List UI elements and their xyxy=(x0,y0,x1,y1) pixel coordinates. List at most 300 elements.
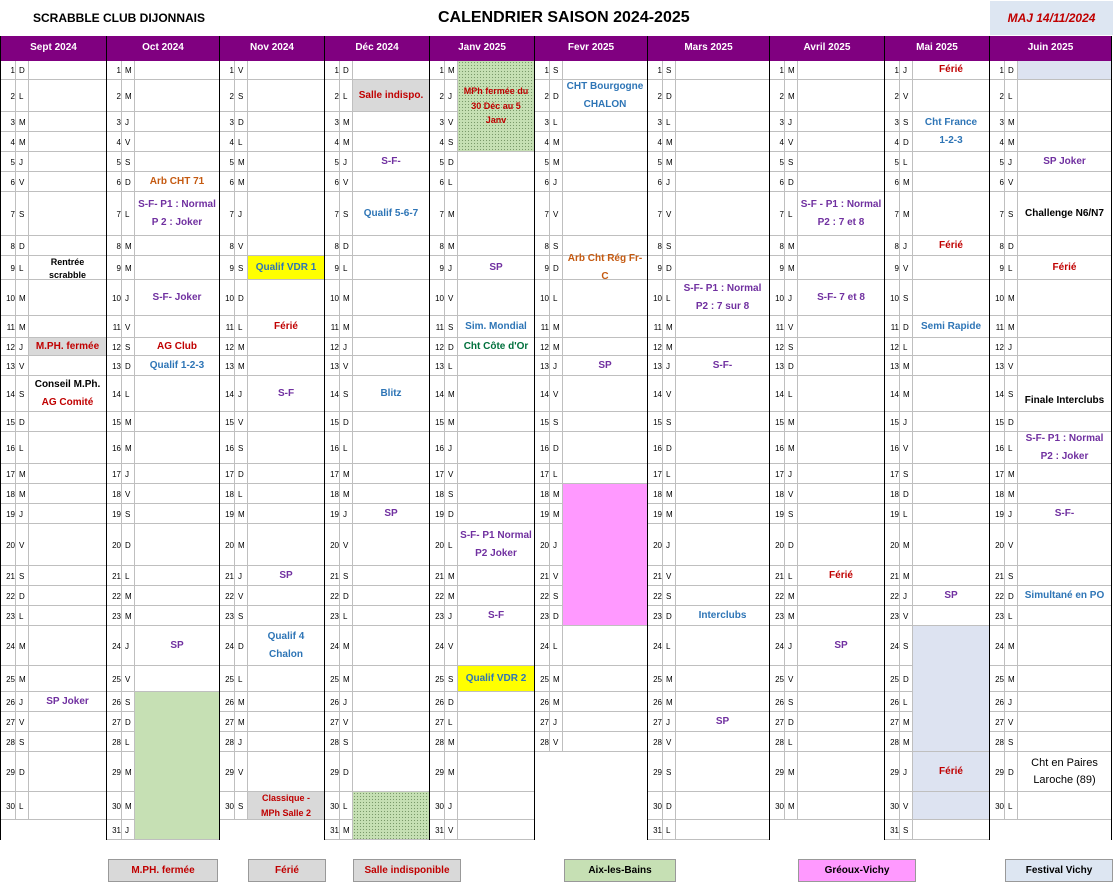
day-cell xyxy=(648,732,770,752)
weekday-letter: S xyxy=(448,489,454,499)
day-cell xyxy=(648,504,770,524)
calendar-event xyxy=(353,792,429,839)
legend-item: Festival Vichy xyxy=(1005,859,1113,882)
weekday-letter: J xyxy=(666,717,670,727)
weekday-letter: M xyxy=(448,66,455,75)
day-number: 12 xyxy=(435,342,444,352)
day-cell xyxy=(885,820,990,840)
weekday-letter: L xyxy=(238,137,243,147)
weekday-letter: J xyxy=(448,611,452,621)
weekday-letter: V xyxy=(448,117,454,127)
day-cell xyxy=(770,376,885,412)
day-number: 29 xyxy=(330,767,339,777)
day-cell xyxy=(770,316,885,338)
day-cell xyxy=(1,280,107,316)
day-cell xyxy=(535,666,648,692)
day-number: 19 xyxy=(540,509,549,519)
weekday-letter: J xyxy=(448,91,452,101)
weekday-letter: S xyxy=(903,641,909,651)
day-cell xyxy=(325,256,430,280)
day-number: 2 xyxy=(999,91,1004,101)
weekday-letter: M xyxy=(19,489,26,499)
calendar-event xyxy=(458,61,534,151)
day-cell xyxy=(648,412,770,432)
day-cell xyxy=(990,132,1112,152)
weekday-letter: J xyxy=(1008,157,1012,167)
day-number: 20 xyxy=(890,540,899,550)
day-number: 5 xyxy=(999,157,1004,167)
day-number: 17 xyxy=(653,469,662,479)
weekday-letter: L xyxy=(788,571,793,581)
day-number: 17 xyxy=(330,469,339,479)
weekday-letter: J xyxy=(343,697,347,707)
weekday-letter: V xyxy=(125,489,131,499)
calendar-event xyxy=(135,280,219,315)
weekday-letter: V xyxy=(448,825,454,835)
cell-divider xyxy=(457,61,458,840)
day-cell xyxy=(770,172,885,192)
weekday-letter: J xyxy=(666,540,670,550)
day-cell xyxy=(1,316,107,338)
calendar-event xyxy=(913,316,989,337)
weekday-letter: M xyxy=(788,91,795,101)
day-number: 22 xyxy=(435,591,444,601)
day-cell xyxy=(1,524,107,566)
weekday-letter: V xyxy=(1008,177,1014,187)
day-number: 10 xyxy=(225,293,234,303)
weekday-letter: D xyxy=(19,767,25,777)
calendar-event xyxy=(135,356,219,375)
event-label: S-F xyxy=(487,609,505,621)
weekday-letter: L xyxy=(553,641,558,651)
weekday-letter: D xyxy=(343,66,349,75)
day-cell xyxy=(1,132,107,152)
day-cell xyxy=(535,316,648,338)
day-cell xyxy=(1,792,107,820)
event-label: Férié xyxy=(1052,261,1077,273)
cell-divider xyxy=(247,61,248,820)
day-number: 28 xyxy=(995,737,1004,747)
day-cell xyxy=(107,61,220,80)
day-number: 29 xyxy=(225,767,234,777)
day-cell xyxy=(990,356,1112,376)
weekday-letter: S xyxy=(238,263,244,273)
weekday-letter: V xyxy=(125,674,131,684)
month-divider xyxy=(769,36,770,840)
weekday-letter: S xyxy=(788,342,794,352)
weekday-letter: L xyxy=(19,611,24,621)
day-cell xyxy=(770,586,885,606)
day-cell xyxy=(770,61,885,80)
weekday-letter: M xyxy=(19,674,26,684)
day-cell xyxy=(220,192,325,236)
calendar-event xyxy=(135,626,219,665)
weekday-letter: M xyxy=(666,489,673,499)
month-divider xyxy=(884,36,885,840)
calendar-event xyxy=(248,256,324,279)
weekday-letter: S xyxy=(343,571,349,581)
day-number: 29 xyxy=(112,767,121,777)
day-number: 10 xyxy=(112,293,121,303)
day-number: 9 xyxy=(10,263,15,273)
day-number: 7 xyxy=(334,209,339,219)
weekday-letter: V xyxy=(903,443,909,453)
day-number: 30 xyxy=(330,801,339,811)
day-number: 27 xyxy=(540,717,549,727)
weekday-letter: M xyxy=(343,825,350,835)
day-cell xyxy=(885,152,990,172)
day-number: 8 xyxy=(894,241,899,251)
cell-divider xyxy=(121,61,122,840)
day-number: 27 xyxy=(225,717,234,727)
month-header: Juin 2025 xyxy=(990,36,1112,61)
legend-item: Aix-les-Bains xyxy=(564,859,676,882)
weekday-letter: V xyxy=(553,571,559,581)
calendar-event xyxy=(29,256,106,279)
event-label: Qualif VDR 2 xyxy=(465,672,527,684)
day-number: 18 xyxy=(435,489,444,499)
day-cell xyxy=(220,280,325,316)
day-number: 19 xyxy=(225,509,234,519)
weekday-letter: M xyxy=(788,767,795,777)
event-label: Qualif 1-2-3 xyxy=(149,359,205,371)
day-cell xyxy=(770,112,885,132)
weekday-letter: L xyxy=(448,177,453,187)
day-cell xyxy=(1,236,107,256)
day-number: 7 xyxy=(116,209,121,219)
day-number: 25 xyxy=(112,674,121,684)
day-number: 27 xyxy=(330,717,339,727)
day-number: 31 xyxy=(890,825,899,835)
weekday-letter: M xyxy=(125,263,132,273)
weekday-letter: M xyxy=(343,117,350,127)
day-number: 30 xyxy=(775,801,784,811)
weekday-letter: M xyxy=(343,489,350,499)
day-number: 23 xyxy=(995,611,1004,621)
day-number: 12 xyxy=(225,342,234,352)
day-number: 6 xyxy=(657,177,662,187)
event-label: Semi Rapide xyxy=(920,320,982,332)
event-label: Salle indispo. xyxy=(358,89,424,101)
day-cell xyxy=(107,376,220,412)
day-number: 2 xyxy=(334,91,339,101)
day-cell xyxy=(220,732,325,752)
day-number: 15 xyxy=(6,417,15,427)
month-divider xyxy=(0,36,1,840)
weekday-letter: J xyxy=(448,801,452,811)
weekday-letter: M xyxy=(448,241,455,251)
day-cell xyxy=(1,626,107,666)
day-cell xyxy=(1,484,107,504)
weekday-letter: L xyxy=(1008,801,1013,811)
weekday-letter: M xyxy=(666,509,673,519)
day-cell xyxy=(325,484,430,504)
calendar-event xyxy=(248,316,324,337)
day-cell xyxy=(1,732,107,752)
event-label: S-F- P1 Normal P2 Joker xyxy=(460,530,532,559)
day-number: 25 xyxy=(653,674,662,684)
day-number: 9 xyxy=(999,263,1004,273)
weekday-letter: D xyxy=(238,469,244,479)
day-number: 2 xyxy=(779,91,784,101)
weekday-letter: L xyxy=(238,674,243,684)
day-number: 23 xyxy=(653,611,662,621)
day-cell xyxy=(325,666,430,692)
cell-divider xyxy=(784,61,785,820)
weekday-letter: D xyxy=(1008,241,1014,251)
day-number: 18 xyxy=(112,489,121,499)
day-number: 3 xyxy=(894,117,899,127)
calendar-event xyxy=(29,338,106,355)
day-number: 10 xyxy=(995,293,1004,303)
weekday-letter: M xyxy=(343,322,350,332)
day-number: 7 xyxy=(894,209,899,219)
weekday-letter: M xyxy=(903,737,910,747)
day-cell xyxy=(990,606,1112,626)
day-number: 9 xyxy=(894,263,899,273)
day-cell xyxy=(1,192,107,236)
update-date: MAJ 14/11/2024 xyxy=(990,1,1113,35)
day-cell xyxy=(770,792,885,820)
event-label: Cht Côte d'Or xyxy=(463,340,529,352)
weekday-letter: J xyxy=(903,66,907,75)
day-number: 29 xyxy=(435,767,444,777)
day-number: 9 xyxy=(229,263,234,273)
day-cell xyxy=(648,432,770,464)
calendar-event xyxy=(353,80,429,111)
day-number: 9 xyxy=(439,263,444,273)
event-label: Arb Cht Rég Fr-C xyxy=(567,253,643,282)
day-number: 10 xyxy=(890,293,899,303)
weekday-letter: V xyxy=(1008,540,1014,550)
day-cell xyxy=(648,464,770,484)
day-number: 22 xyxy=(890,591,899,601)
weekday-letter: M xyxy=(238,509,245,519)
day-number: 2 xyxy=(116,91,121,101)
day-cell xyxy=(325,732,430,752)
month-divider xyxy=(534,36,535,840)
month-divider xyxy=(647,36,648,840)
weekday-letter: M xyxy=(553,674,560,684)
weekday-letter: V xyxy=(553,209,559,219)
weekday-letter: S xyxy=(125,157,131,167)
weekday-letter: S xyxy=(788,509,794,519)
day-number: 18 xyxy=(330,489,339,499)
day-number: 29 xyxy=(775,767,784,777)
day-number: 11 xyxy=(890,322,899,332)
weekday-letter: D xyxy=(666,443,672,453)
weekday-letter: J xyxy=(125,293,129,303)
weekday-letter: D xyxy=(788,177,794,187)
day-number: 19 xyxy=(435,509,444,519)
weekday-letter: J xyxy=(125,469,129,479)
weekday-letter: M xyxy=(238,342,245,352)
month-header: Déc 2024 xyxy=(325,36,430,61)
weekday-letter: V xyxy=(448,293,454,303)
day-number: 11 xyxy=(995,322,1004,332)
weekday-letter: L xyxy=(666,825,671,835)
day-number: 4 xyxy=(439,137,444,147)
day-cell xyxy=(885,484,990,504)
month-header: Nov 2024 xyxy=(220,36,325,61)
day-number: 24 xyxy=(540,641,549,651)
day-cell xyxy=(885,412,990,432)
day-number: 5 xyxy=(229,157,234,167)
weekday-letter: D xyxy=(666,611,672,621)
day-number: 15 xyxy=(330,417,339,427)
weekday-letter: D xyxy=(1008,66,1014,75)
day-number: 11 xyxy=(330,322,339,332)
day-number: 14 xyxy=(995,389,1004,399)
day-number: 20 xyxy=(653,540,662,550)
day-number: 8 xyxy=(334,241,339,251)
day-cell xyxy=(107,432,220,464)
calendar-event xyxy=(563,356,647,375)
weekday-letter: J xyxy=(19,157,23,167)
weekday-letter: D xyxy=(343,417,349,427)
day-number: 19 xyxy=(112,509,121,519)
day-number: 27 xyxy=(6,717,15,727)
day-number: 26 xyxy=(540,697,549,707)
weekday-letter: M xyxy=(553,322,560,332)
day-cell xyxy=(648,484,770,504)
day-cell xyxy=(535,338,648,356)
weekday-letter: M xyxy=(19,137,26,147)
day-cell xyxy=(107,484,220,504)
weekday-letter: S xyxy=(238,611,244,621)
day-cell xyxy=(107,464,220,484)
day-cell xyxy=(430,692,535,712)
day-cell xyxy=(220,112,325,132)
day-number: 21 xyxy=(435,571,444,581)
day-number: 14 xyxy=(540,389,549,399)
cell-divider xyxy=(562,61,563,752)
page-title: CALENDRIER SAISON 2024-2025 xyxy=(438,9,690,26)
weekday-letter: S xyxy=(343,389,349,399)
weekday-letter: S xyxy=(903,469,909,479)
day-cell xyxy=(770,464,885,484)
day-cell xyxy=(325,464,430,484)
day-number: 21 xyxy=(225,571,234,581)
calendar-event xyxy=(1018,376,1111,411)
day-cell xyxy=(770,732,885,752)
event-label: AG Club xyxy=(157,340,197,352)
legend-item: Salle indisponible xyxy=(353,859,461,882)
day-cell xyxy=(430,484,535,504)
weekday-letter: M xyxy=(788,611,795,621)
weekday-letter: J xyxy=(125,641,129,651)
weekday-letter: S xyxy=(666,66,672,75)
weekday-letter: M xyxy=(903,209,910,219)
weekday-letter: M xyxy=(448,417,455,427)
weekday-letter: M xyxy=(903,361,910,371)
day-cell xyxy=(107,256,220,280)
day-number: 26 xyxy=(6,697,15,707)
day-number: 7 xyxy=(544,209,549,219)
weekday-letter: M xyxy=(903,389,910,399)
day-number: 7 xyxy=(229,209,234,219)
day-number: 21 xyxy=(995,571,1004,581)
weekday-letter: J xyxy=(238,571,242,581)
day-number: 9 xyxy=(116,263,121,273)
weekday-letter: V xyxy=(788,322,794,332)
weekday-letter: M xyxy=(238,361,245,371)
day-cell xyxy=(220,132,325,152)
day-cell xyxy=(220,80,325,112)
day-cell xyxy=(535,464,648,484)
day-number: 4 xyxy=(894,137,899,147)
day-cell xyxy=(325,338,430,356)
event-label: SP xyxy=(715,715,730,727)
day-number: 30 xyxy=(995,801,1004,811)
weekday-letter: J xyxy=(19,697,23,707)
day-cell xyxy=(430,412,535,432)
day-cell xyxy=(648,152,770,172)
day-number: 7 xyxy=(657,209,662,219)
weekday-letter: M xyxy=(1008,117,1015,127)
weekday-letter: L xyxy=(19,443,24,453)
cell-divider xyxy=(549,61,550,752)
weekday-letter: D xyxy=(343,591,349,601)
weekday-letter: D xyxy=(666,263,672,273)
event-label: S-F - P1 : Normal P2 : 7 et 8 xyxy=(800,199,882,228)
weekday-letter: D xyxy=(903,137,909,147)
day-number: 13 xyxy=(225,361,234,371)
day-cell xyxy=(220,586,325,606)
day-cell xyxy=(885,464,990,484)
day-cell xyxy=(770,132,885,152)
day-number: 1 xyxy=(894,66,899,75)
calendar-event xyxy=(458,524,534,565)
day-number: 16 xyxy=(995,443,1004,453)
day-cell xyxy=(770,80,885,112)
day-number: 23 xyxy=(775,611,784,621)
calendar-event xyxy=(458,606,534,625)
weekday-letter: V xyxy=(788,674,794,684)
weekday-letter: D xyxy=(448,697,454,707)
day-number: 8 xyxy=(116,241,121,251)
weekday-letter: J xyxy=(1008,342,1012,352)
day-number: 1 xyxy=(544,66,549,75)
day-number: 8 xyxy=(657,241,662,251)
weekday-letter: S xyxy=(553,66,559,75)
day-cell xyxy=(770,432,885,464)
calendar-event xyxy=(135,172,219,191)
weekday-letter: V xyxy=(448,469,454,479)
weekday-letter: L xyxy=(448,540,453,550)
calendar-event xyxy=(798,626,884,665)
weekday-letter: J xyxy=(448,443,452,453)
day-number: 30 xyxy=(6,801,15,811)
day-number: 21 xyxy=(112,571,121,581)
day-number: 14 xyxy=(653,389,662,399)
month-header: Oct 2024 xyxy=(107,36,220,61)
day-cell xyxy=(990,172,1112,192)
day-cell xyxy=(648,626,770,666)
month-header: Janv 2025 xyxy=(430,36,535,61)
day-cell xyxy=(107,112,220,132)
weekday-letter: M xyxy=(553,157,560,167)
weekday-letter: D xyxy=(903,674,909,684)
weekday-letter: L xyxy=(903,157,908,167)
event-label: SP Joker xyxy=(46,695,89,707)
weekday-letter: M xyxy=(448,767,455,777)
day-cell xyxy=(885,172,990,192)
calendar-event xyxy=(913,61,989,79)
day-cell xyxy=(325,606,430,626)
weekday-letter: J xyxy=(19,509,23,519)
calendar-event xyxy=(1018,152,1111,171)
